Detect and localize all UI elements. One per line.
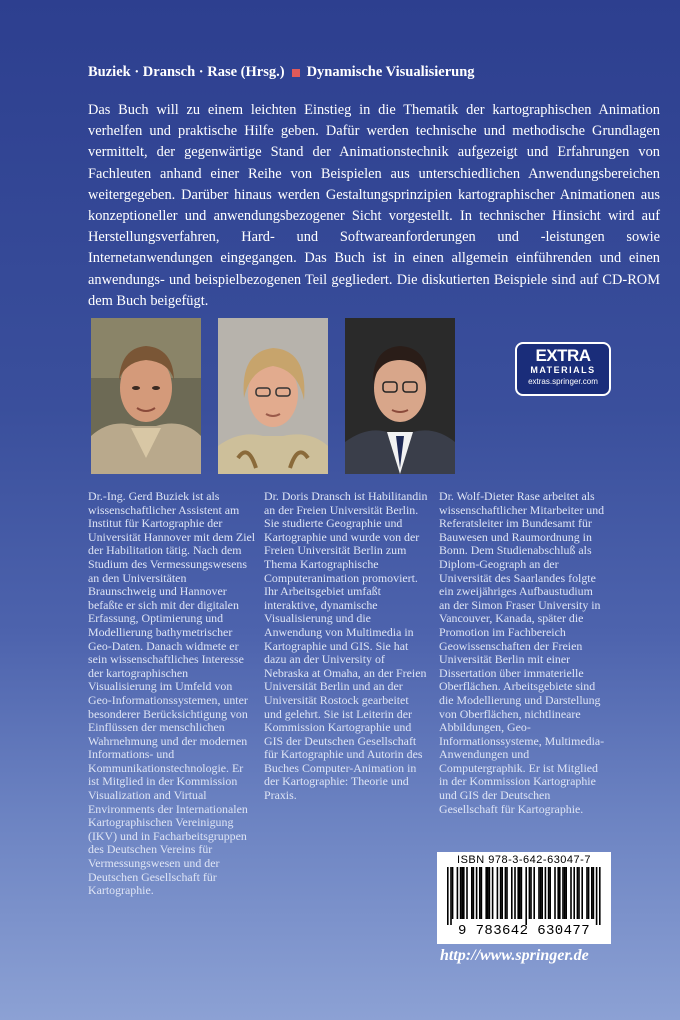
bio-dransch: Dr. Doris Dransch ist Habilitandin an der Freien Universität Berlin. Sie studierte Geographie und Kartographie und wurde von der Freien Universität Berlin zum Thema Kartographische Computeranimation promoviert. Ihr Arbeitsgebiet umfaßt interaktive, dynamische Visualisierung und die Anwendung von Multimedia in Kartographie und GIS. Sie hat dazu an der University of Nebraska at Omaha, an der Freien Universität Berlin und an der Universität Rostock gearbeitet und gelehrt. Sie ist Leiterin der Kommission Kartographie und GIS der Deutschen Gesellschaft für Kartographie und Autorin des Buches Computer-Animation in der Kartographie: Theorie und Praxis.: [264, 489, 428, 803]
extra-materials-badge[interactable]: [515, 342, 611, 396]
author-photo-dransch: [218, 318, 328, 474]
barcode-bar: [476, 867, 478, 919]
barcode-bar: [557, 867, 559, 919]
barcode-bar: [562, 867, 564, 919]
barcode-bar: [545, 867, 547, 919]
barcode-bar: [461, 867, 463, 919]
barcode-bar: [479, 867, 481, 919]
red-square-icon: [292, 69, 300, 77]
barcode-bar: [460, 867, 462, 919]
barcode-graphic: [445, 867, 603, 925]
barcode-bar: [565, 867, 567, 919]
book-title: Dynamische Visualisierung: [306, 64, 475, 80]
barcode-bar: [501, 867, 503, 919]
barcode-bar: [471, 867, 473, 919]
barcode-bar: [497, 867, 499, 919]
editors-line: Buziek · Dransch · Rase (Hrsg.): [88, 64, 285, 80]
bio-buziek: Dr.-Ing. Gerd Buziek ist als wissenschaftlicher Assistent am Institut für Kartographie der Universität Hannover mit dem Ziel der Habilitation tätig. Nach dem Studium des Vermessungswesens an den Universitäten Braunschweig und Hannover befaßte er sich mit der digitalen Erfassung, Optimierung und Modellierung bathymetrischer Geo-Daten. Danach widmete er sein wissenschaftliches Interesse der kartographischen Visualisierung im Umfeld von Geo-Informationssystemen, unter besonderer Berücksichtigung von Einflüssen der menschlichen Wahrnehmung und der modernen Informations- und Kommunikationstechnologie. Er ist Mitglied in der Kommission Visualization and Virtual Environments der Internationalen Kartographischen Vereinigung (IKV) und in Facharbeitsgruppen des Deutschen Vereins für Vermessungswesen und der Deutschen Gesellschaft für Kartographie.: [88, 489, 256, 898]
barcode-bar: [596, 867, 598, 925]
badge-line-materials: MATERIALS: [530, 365, 596, 375]
barcode-bar: [447, 867, 449, 925]
barcode-bar: [577, 867, 579, 919]
barcode-bar: [529, 867, 531, 919]
barcode-bar: [463, 867, 465, 919]
badge-url: extras.springer.com: [528, 377, 598, 386]
barcode-bar: [521, 867, 523, 919]
barcode-bar: [593, 867, 595, 919]
barcode-bar: [573, 867, 575, 919]
barcode-bar: [506, 867, 508, 919]
barcode-bar: [450, 867, 452, 925]
barcode-bar: [511, 867, 513, 919]
barcode-bar: [559, 867, 561, 919]
barcode-bar: [505, 867, 507, 919]
barcode-bar: [538, 867, 540, 919]
barcode-bar: [548, 867, 550, 919]
publisher-url[interactable]: http://www.springer.de: [440, 947, 589, 964]
barcode-bar: [578, 867, 580, 919]
barcode-bar: [514, 867, 516, 919]
barcode-bar: [549, 867, 551, 919]
barcode-bar: [452, 867, 454, 919]
barcode-bar: [457, 867, 459, 919]
isbn-number: ISBN 978-3-642-63047-7: [457, 854, 591, 866]
barcode-bar: [466, 867, 468, 919]
barcode-bar: [473, 867, 475, 919]
book-header: [88, 64, 648, 81]
barcode-bar: [517, 867, 519, 919]
barcode-bar: [554, 867, 556, 919]
barcode-bar: [588, 867, 590, 919]
barcode-bar: [492, 867, 494, 919]
badge-line-extra: EXTRA: [535, 346, 591, 365]
barcode-bar: [564, 867, 566, 919]
barcode-bar: [530, 867, 532, 919]
author-photo-buziek: [91, 318, 201, 474]
barcode-bar: [487, 867, 489, 919]
author-photo-rase: [345, 318, 455, 474]
isbn-barcode-box: [437, 852, 611, 944]
book-description: Das Buch will zu einem leichten Einstieg in die Thematik der kartographischen Animation verhelfen und praktische Hilfe geben. Dafür werden technische und methodische Grundlagen vermittelt, der gegenwärtige Stand der Animationstechnik aufgezeigt und Erfahrungen von Fachleuten anhand einer Reihe von Beispielen aus unterschiedlichen Anwendungsbereichen weitergegeben. Darüber hinaus werden Gestaltungsprinzipien kartographischer Animationen aus konzeptioneller und anwendungsbezogener Sicht vorgestellt. In technischer Hinsicht wird auf Herstellungsverfahren, Hard- und Softwareanforderungen und -leistungen sowie Internetanwendungen eingegangen. Das Buch ist in einen allgemein einführenden und einen anwendungs- und beispielbezogenen Teil gegliedert. Die diskutierten Beispiele sind auf CD-ROM dem Buch beigefügt.: [88, 102, 660, 309]
barcode-bar: [599, 867, 601, 925]
barcode-bar: [586, 867, 588, 919]
barcode-bar: [591, 867, 593, 919]
barcode-bar: [541, 867, 543, 919]
barcode-bar: [500, 867, 502, 919]
barcode-bar: [581, 867, 583, 919]
barcode-bar: [519, 867, 521, 919]
barcode-bar: [485, 867, 487, 919]
barcode-bar: [540, 867, 542, 919]
barcode-bar: [533, 867, 535, 919]
barcode-digits: 9 783642 630477: [457, 923, 591, 939]
bio-rase: Dr. Wolf-Dieter Rase arbeitet als wissenschaftlicher Mitarbeiter und Referatsleiter im Bundesamt für Bauwesen und Raumordnung in Bonn. Dem Studienabschluß als Diplom-Geograph an der Universität des Saarlandes folgte ein zweijähriges Aufbaustudium an der Simon Fraser University in Vancouver, Kanada, später die Promotion im Fachbereich Geowissenschaften der Freien Universität Berlin mit einer Dissertation über immaterielle Oberflächen. Arbeitsgebiete sind die Modellierung und Darstellung von Oberflächen, nichtlineare Abbildungen, Geo-Informationssysteme, Multimedia-Anwendungen und Computergraphik. Er ist Mitglied in der Kommission Kartographie und GIS der Deutschen Gesellschaft für Kartographie.: [439, 489, 605, 816]
barcode-bar: [525, 867, 527, 925]
barcode-bar: [481, 867, 483, 919]
barcode-bar: [570, 867, 572, 919]
barcode-bar: [489, 867, 491, 919]
